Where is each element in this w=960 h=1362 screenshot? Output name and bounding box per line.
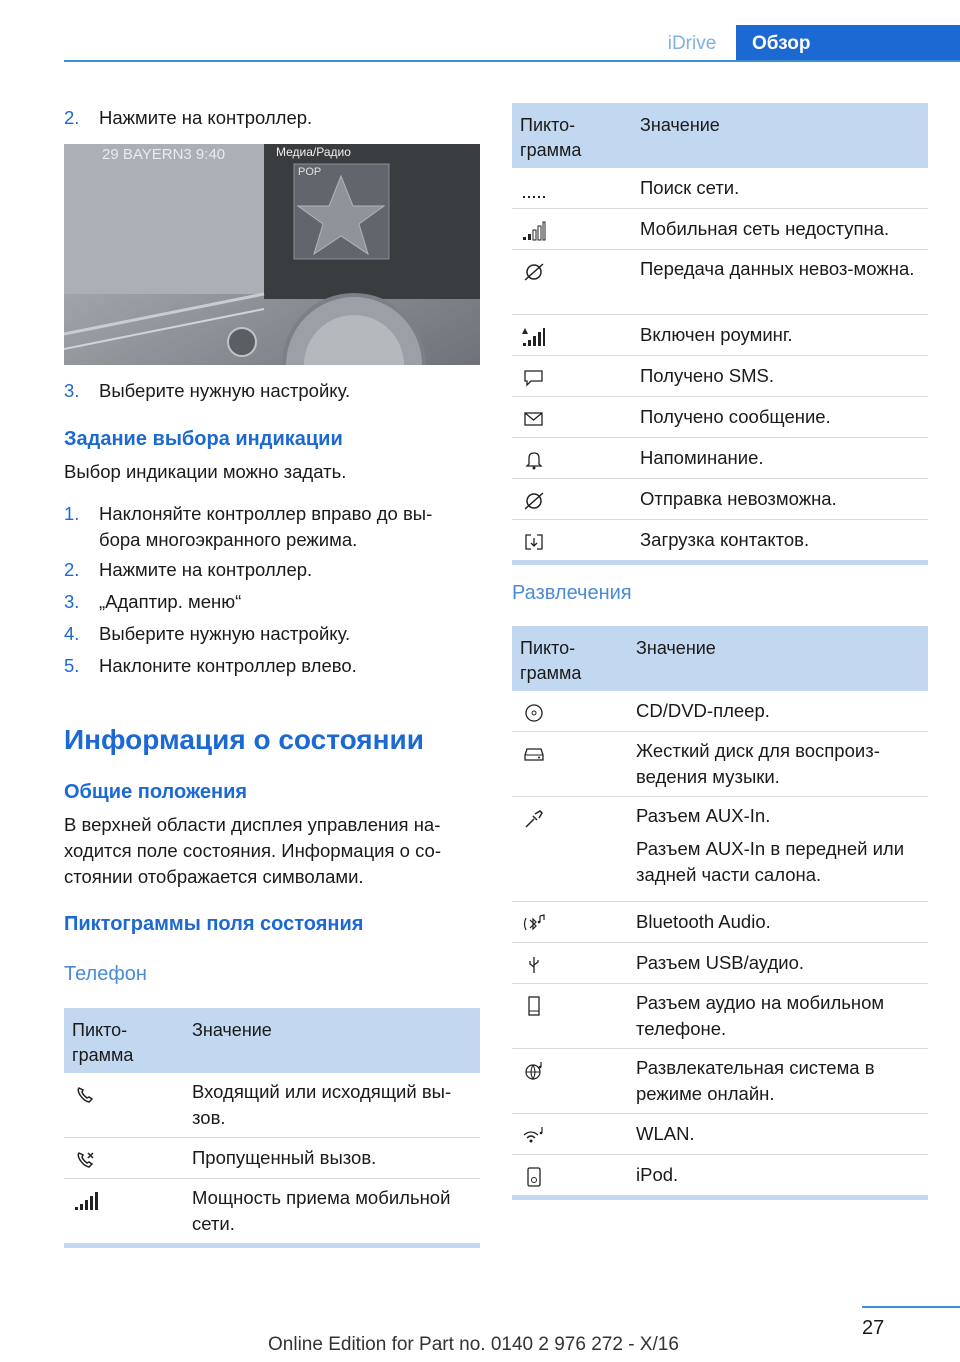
cd-icon [522,703,546,723]
header-section: iDrive [667,33,717,54]
table-row: Мощность приема мобильной сети. [64,1179,480,1243]
footer-edition: Online Edition for Part no. 0140 2 976 272 - X/16 [268,1334,679,1355]
hard-disk-icon [522,744,546,764]
table-end-bar [64,1243,480,1248]
table-end-bar [512,560,928,565]
header-pictogram: Пикто-грамма [520,638,582,683]
table-row: Разъем USB/аудио. [512,943,928,984]
screen-station: 29 BAYERN3 9:40 [102,146,226,163]
missed-call-icon [74,1150,98,1170]
table-row: WLAN. [512,1114,928,1155]
table-row: Передача данных невоз-можна. [512,250,928,315]
table-row: Bluetooth Audio. [512,902,928,943]
table-header [512,103,928,168]
table-row: Жесткий диск для воспроиз-ведения музыки. [512,732,928,797]
page-number: 27 [862,1317,885,1339]
screen-genre: POP [298,166,322,178]
table-row: Поиск сети. [512,168,928,209]
table-row: Напоминание. [512,438,928,479]
header-meaning: Значение [640,115,720,135]
indication-heading: Задание выбора индикации [64,428,343,450]
table-row: Разъем AUX-In. Разъем AUX-In в передней или задней части салона. [512,797,928,902]
usb-icon [522,955,546,975]
header-meaning: Значение [192,1020,272,1040]
bell-icon [522,450,546,470]
phone-handset-icon [74,1085,98,1105]
pictograms-heading: Пиктограммы поля состояния [64,913,364,935]
general-heading: Общие положения [64,781,248,803]
phone-table-left [64,1008,480,1248]
no-network-icon [522,221,546,241]
table-row: Развлекательная система в режиме онлайн. [512,1049,928,1114]
table-row: Получено сообщение. [512,397,928,438]
network-search-icon [522,180,546,200]
message-icon [522,409,546,429]
contacts-download-icon [522,532,546,552]
header-pictogram: Пикто-грамма [520,115,582,160]
header-chapter: Обзор [736,25,960,62]
status-heading: Информация о состоянии [64,724,424,755]
send-failed-icon [522,491,546,511]
sms-icon [522,368,546,388]
header-meaning: Значение [636,638,716,658]
indication-intro: Выбор индикации можно задать. [64,461,347,482]
table-row: Входящий или исходящий вы-зов. [64,1073,480,1138]
bluetooth-audio-icon [522,914,546,934]
table-row: Отправка невозможна. [512,479,928,520]
wlan-icon [522,1126,546,1146]
mobile-phone-icon [522,996,546,1016]
no-data-icon [522,262,546,282]
idrive-screen-photo [64,144,480,365]
ipod-icon [522,1167,546,1187]
table-end-bar [512,1195,928,1200]
general-text: В верхней области дисплея управления на-ходится поле состояния. Информация о со-стоянии отображается символами. [64,814,442,887]
header-rule [64,60,960,62]
phone-table-right [512,103,928,565]
phone-heading: Телефон [64,963,147,985]
screen-illustration [64,144,480,365]
aux-plug-icon [522,809,546,829]
table-row: CD/DVD-плеер. [512,691,928,732]
table-row: Загрузка контактов. [512,520,928,560]
entertainment-heading: Развлечения [512,582,632,604]
online-entertainment-icon [522,1061,546,1081]
table-header [64,1008,480,1073]
roaming-icon [522,327,546,347]
signal-strength-icon [74,1191,98,1211]
table-row: Разъем аудио на мобильном телефоне. [512,984,928,1049]
entertainment-table [512,626,928,1200]
header-pictogram: Пикто-грамма [72,1020,134,1065]
table-row: iPod. [512,1155,928,1195]
screen-menu-title: Медиа/Радио [276,145,351,159]
table-row: Получено SMS. [512,356,928,397]
footer-rule [862,1306,960,1308]
table-row: Включен роуминг. [512,315,928,356]
table-row: Мобильная сеть недоступна. [512,209,928,250]
table-header [512,626,928,691]
table-row: Пропущенный вызов. [64,1138,480,1179]
